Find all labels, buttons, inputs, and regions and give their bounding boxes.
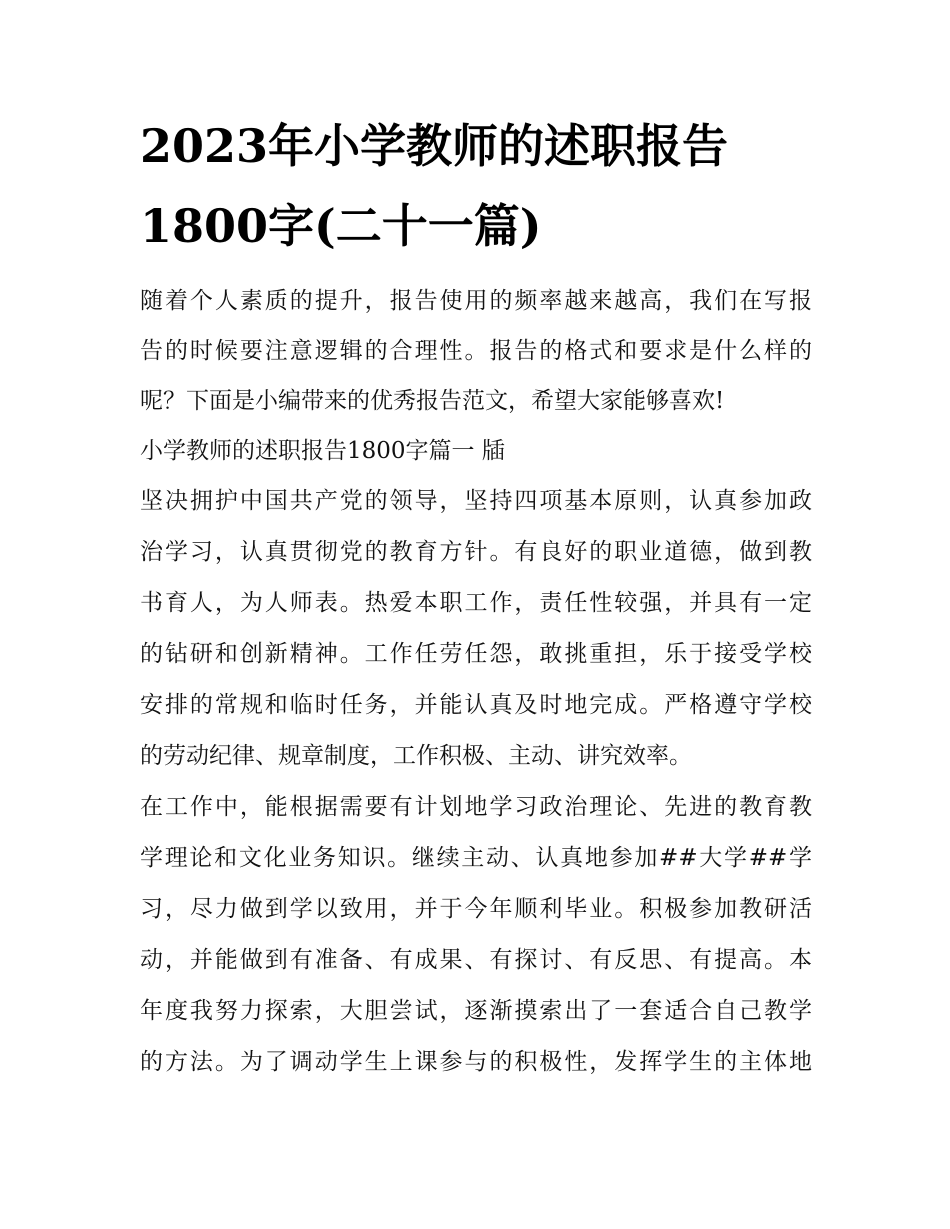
paragraph-1-line-3: 书育人，为人师表。热爱本职工作，责任性较强，并具有一定: [140, 590, 812, 616]
paragraph-1-line-5: 安排的常规和临时任务，并能认真及时地完成。严格遵守学校: [140, 692, 812, 718]
intro-line-2: 告的时候要注意逻辑的合理性。报告的格式和要求是什么样的: [140, 338, 812, 364]
paragraph-2-line-3: 习，尽力做到学以致用，并于今年顺利毕业。积极参加教研活: [140, 896, 812, 922]
paragraph-1-line-1: 坚决拥护中国共产党的领导，坚持四项基本原则，认真参加政: [140, 488, 812, 514]
paragraph-2-line-4: 动，并能做到有准备、有成果、有探讨、有反思、有提高。本: [140, 947, 812, 973]
paragraph-2-line-5: 年度我努力探索，大胆尝试，逐渐摸索出了一套适合自己教学: [140, 998, 812, 1024]
paragraph-1-line-4: 的钻研和创新精神。工作任劳任怨，敢挑重担，乐于接受学校: [140, 641, 812, 667]
paragraph-1-line-2: 治学习，认真贯彻党的教育方针。有良好的职业道德，做到教: [140, 539, 812, 565]
intro-line-1: 随着个人素质的提升，报告使用的频率越来越高，我们在写报: [140, 288, 812, 314]
document-title-line-2: 1800字(二十一篇): [140, 199, 542, 253]
paragraph-1-line-6: 的劳动纪律、规章制度，工作积极、主动、讲究效率。: [140, 743, 692, 769]
paragraph-2-line-6: 的方法。为了调动学生上课参与的积极性，发挥学生的主体地: [140, 1049, 812, 1075]
paragraph-2-line-1: 在工作中，能根据需要有计划地学习政治理论、先进的教育教: [140, 794, 812, 820]
paragraph-2-line-2: 学理论和文化业务知识。继续主动、认真地参加##大学##学: [140, 845, 812, 871]
document-title-line-1: 2023年小学教师的述职报告: [140, 119, 729, 173]
intro-line-3: 呢？下面是小编带来的优秀报告范文，希望大家能够喜欢!: [140, 388, 725, 414]
section-heading: 小学教师的述职报告1800字篇一 牐: [140, 438, 505, 464]
